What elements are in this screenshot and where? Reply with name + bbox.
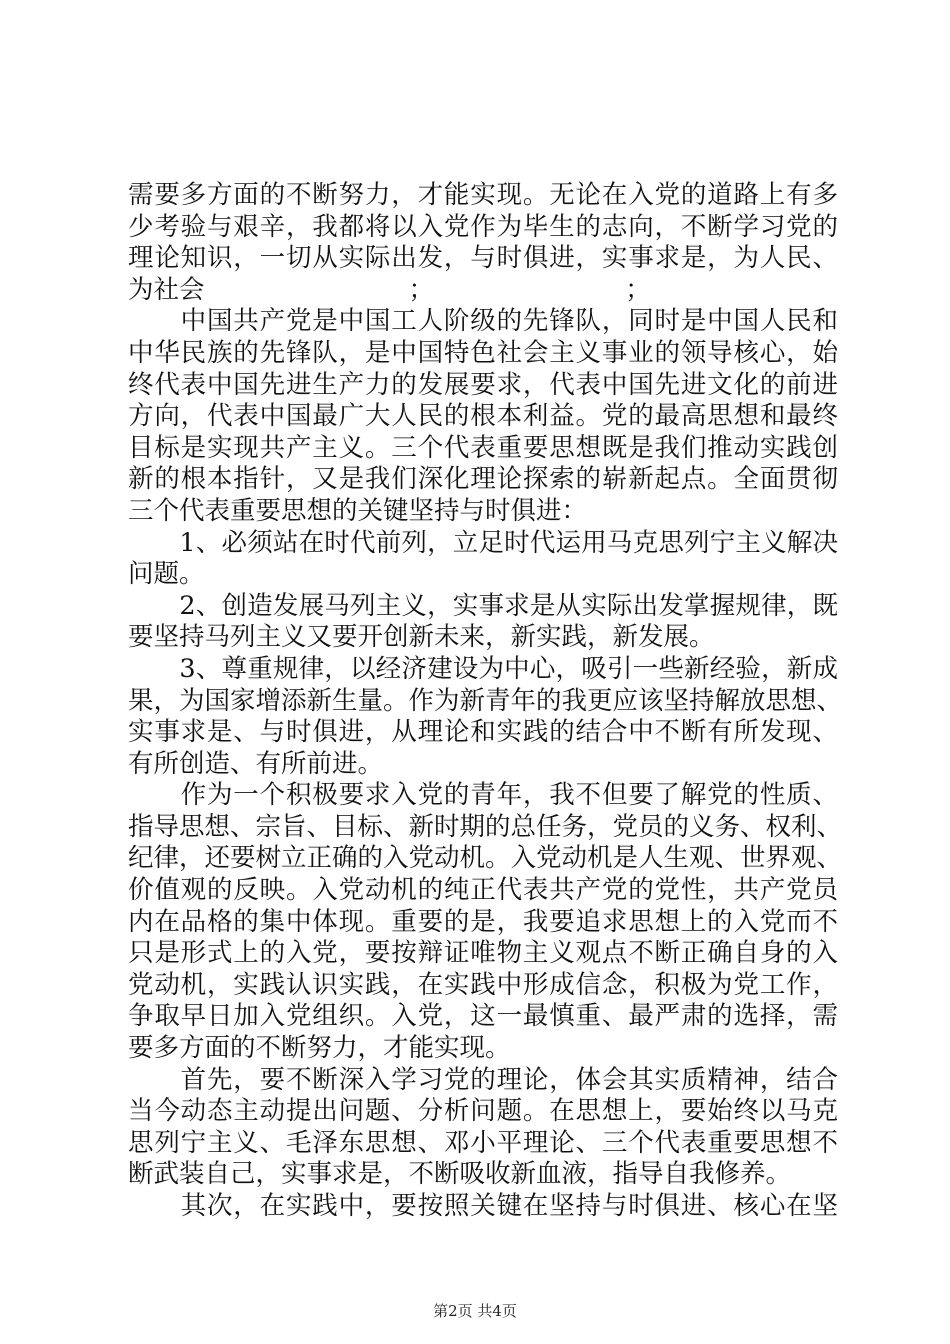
body-line: 内在品格的集中体现。重要的是，我要追求思想上的入党而不 [128, 906, 838, 937]
body-line: 争取早日加入党组织。入党，这一最慎重、最严肃的选择，需 [128, 1001, 838, 1032]
document-body [128, 180, 843, 1223]
body-line: 实事求是、与时俱进，从理论和实践的结合中不断有所发现、 [128, 717, 838, 748]
body-line: 1、必须站在时代前列，立足时代运用马克思列宁主义解决 [128, 527, 838, 558]
body-line: 纪律，还要树立正确的入党动机。入党动机是人生观、世界观、 [128, 843, 843, 874]
body-line: 终代表中国先进生产力的发展要求，代表中国先进文化的前进 [128, 369, 838, 400]
body-line: 要多方面的不断努力，才能实现。 [128, 1033, 511, 1064]
body-line: 3、尊重规律，以经济建设为中心，吸引一些新经验，新成 [128, 653, 838, 684]
body-line: 其次，在实践中，要按照关键在坚持与时俱进、核心在坚 [128, 1191, 838, 1221]
body-line: 只是形式上的入党，要按辩证唯物主义观点不断正确自身的入 [128, 938, 838, 969]
body-line: 指导思想、宗旨、目标、新时期的总任务，党员的义务、权利、 [128, 811, 843, 842]
body-line: 方向，代表中国最广大人民的根本利益。党的最高思想和最终 [128, 401, 838, 432]
body-line: 当今动态主动提出问题、分析问题。在思想上，要始终以马克 [128, 1096, 838, 1127]
body-line: 理论知识，一切从实际出发，与时俱进，实事求是，为人民、 [128, 243, 838, 274]
body-line: 果，为国家增添新生量。作为新青年的我更应该坚持解放思想、 [128, 685, 843, 716]
page-footer: 第2页 共4页 [433, 1302, 517, 1320]
body-line: 要坚持马列主义又要开创新未来，新实践，新发展。 [128, 622, 715, 653]
body-line: 需要多方面的不断努力，才能实现。无论在入党的道路上有多 [128, 180, 838, 210]
body-line: 目标是实现共产主义。三个代表重要思想既是我们推动实践创 [128, 432, 838, 463]
body-line: 作为一个积极要求入党的青年，我不但要了解党的性质、 [128, 780, 838, 811]
body-line: 新的根本指针，又是我们深化理论探索的崭新起点。全面贯彻 [128, 464, 838, 495]
body-line: 中华民族的先锋队，是中国特色社会主义事业的领导核心，始 [128, 337, 838, 368]
body-line: 三个代表重要思想的关键坚持与时俱进： [128, 495, 588, 526]
body-line: 思列宁主义、毛泽东思想、邓小平理论、三个代表重要思想不 [128, 1127, 838, 1158]
body-line: 少考验与艰辛，我都将以入党作为毕生的志向，不断学习党的 [128, 211, 838, 242]
body-line: 党动机，实践认识实践，在实践中形成信念，积极为党工作， [128, 969, 838, 1000]
body-line: 中国共产党是中国工人阶级的先锋队，同时是中国人民和 [128, 306, 838, 337]
body-line: 首先，要不断深入学习党的理论，体会其实质精神，结合 [128, 1064, 838, 1095]
body-line: 为社会 ； ； [128, 274, 651, 305]
body-line: 问题。 [128, 559, 205, 590]
body-line: 断武装自己，实事求是，不断吸收新血液，指导自我修养。 [128, 1159, 792, 1190]
body-line: 有所创造、有所前进。 [128, 748, 384, 779]
body-line: 价值观的反映。入党动机的纯正代表共产党的党性，共产党员 [128, 875, 838, 906]
body-line: 2、创造发展马列主义，实事求是从实际出发掌握规律，既 [128, 590, 838, 621]
